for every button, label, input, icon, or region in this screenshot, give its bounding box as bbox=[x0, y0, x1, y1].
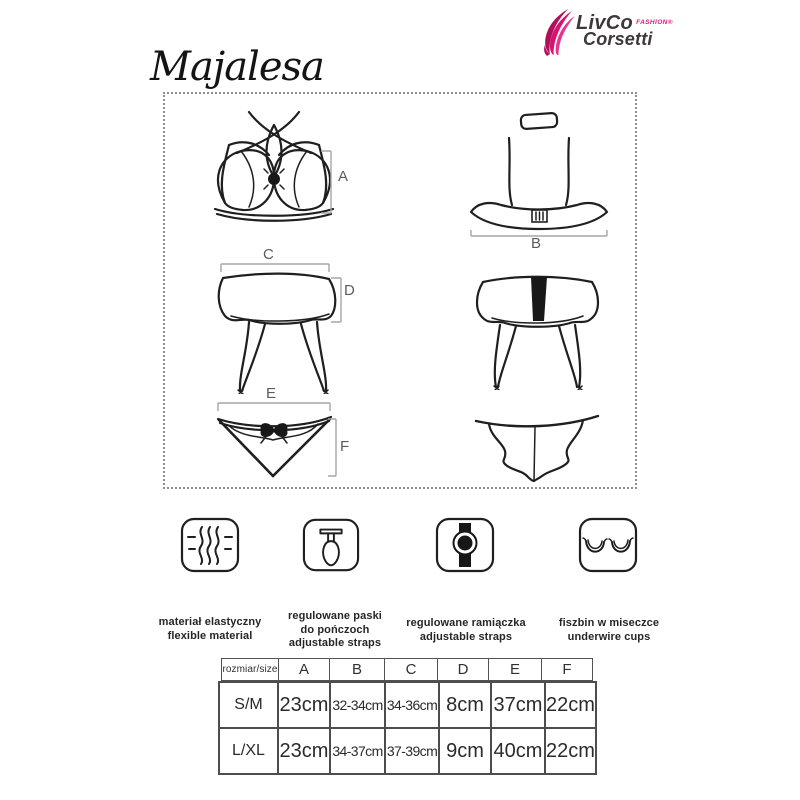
brand-logo bbox=[543, 8, 683, 60]
cell-sm-f: 22cm bbox=[545, 682, 596, 728]
feature-caption-underwire bbox=[534, 617, 684, 644]
cell-lxl-b: 34-37cm bbox=[330, 728, 385, 774]
size-table-header bbox=[221, 658, 593, 681]
row-size-label: S/M bbox=[219, 682, 278, 728]
brand-name-bottom: Corsetti bbox=[583, 29, 653, 49]
feature-caption-garter-straps bbox=[260, 610, 410, 651]
caption-line: underwire cups bbox=[567, 630, 651, 643]
measure-label-d: D bbox=[344, 282, 356, 299]
header-cell-f: F bbox=[542, 659, 593, 681]
panties-front-drawing bbox=[212, 398, 352, 490]
header-cell-e: E bbox=[489, 659, 542, 681]
caption-line: materiał elastyczny bbox=[158, 616, 262, 628]
measure-label-e: E bbox=[266, 385, 277, 402]
underwire-cups-icon bbox=[578, 517, 638, 573]
caption-line: flexible material bbox=[167, 629, 253, 642]
header-cell-a: A bbox=[279, 659, 330, 681]
header-cell-c: C bbox=[385, 659, 438, 681]
cell-sm-d: 8cm bbox=[439, 682, 491, 728]
cell-lxl-f: 22cm bbox=[545, 728, 596, 774]
bra-back-drawing bbox=[464, 110, 614, 238]
cell-sm-b: 32-34cm bbox=[330, 682, 385, 728]
size-table-body bbox=[218, 681, 597, 775]
adjustable-strap-icon bbox=[435, 517, 495, 573]
bra-front-drawing bbox=[199, 105, 349, 231]
livco-swirl-icon bbox=[543, 9, 576, 57]
header-cell-d: D bbox=[438, 659, 489, 681]
brand-name-top: LivCo bbox=[576, 12, 634, 34]
garter-clip-icon bbox=[302, 517, 360, 573]
elastic-material-icon bbox=[180, 517, 240, 573]
caption-line: fiszbin w miseczce bbox=[558, 617, 660, 629]
measure-label-c: C bbox=[263, 246, 275, 263]
caption-line: do pończoch bbox=[300, 623, 370, 636]
cell-sm-e: 37cm bbox=[491, 682, 545, 728]
garter-belt-front-drawing bbox=[205, 260, 360, 394]
measure-label-b: B bbox=[531, 235, 542, 252]
measure-label-a: A bbox=[338, 168, 349, 185]
panties-back-drawing bbox=[472, 410, 602, 482]
caption-line: regulowane paski bbox=[288, 610, 382, 622]
cell-lxl-a: 23cm bbox=[278, 728, 330, 774]
diagram-box bbox=[163, 92, 637, 489]
cell-sm-c: 34-36cm bbox=[385, 682, 439, 728]
row-size-label: L/XL bbox=[219, 728, 278, 774]
cell-lxl-e: 40cm bbox=[491, 728, 545, 774]
cell-sm-a: 23cm bbox=[278, 682, 330, 728]
cell-lxl-c: 37-39cm bbox=[385, 728, 439, 774]
product-title: Majalesa bbox=[150, 44, 324, 90]
measure-label-f: F bbox=[340, 438, 350, 455]
brand-fashion-label: FASHION® bbox=[636, 19, 673, 26]
table-row-lxl bbox=[219, 728, 596, 774]
cell-lxl-d: 9cm bbox=[439, 728, 491, 774]
caption-line: regulowane ramiączka bbox=[406, 617, 526, 629]
caption-line: adjustable straps bbox=[288, 637, 382, 649]
feature-caption-shoulder-straps bbox=[391, 617, 541, 644]
caption-line: adjustable straps bbox=[419, 630, 513, 643]
header-cell-size: rozmiar/size bbox=[222, 659, 279, 681]
brand-wordmark bbox=[576, 13, 673, 48]
header-cell-b: B bbox=[330, 659, 385, 681]
table-row-sm bbox=[219, 682, 596, 728]
garter-belt-back-drawing bbox=[470, 268, 605, 390]
